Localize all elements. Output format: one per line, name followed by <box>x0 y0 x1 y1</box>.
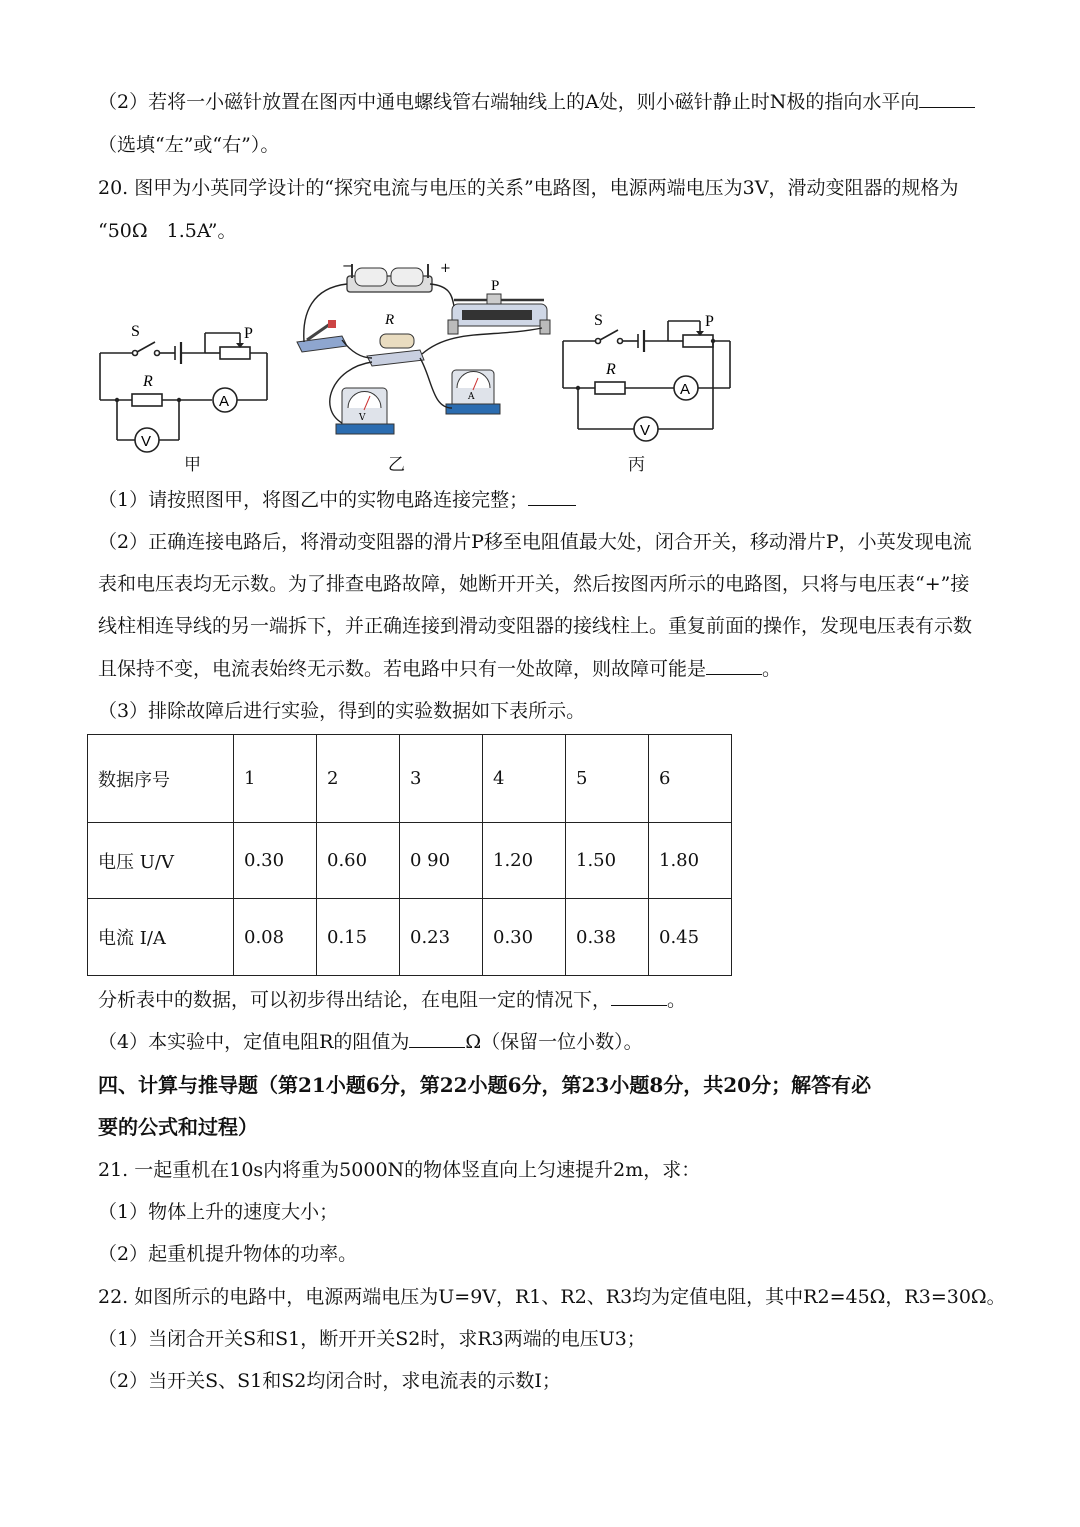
q20-part2-line1: （2）正确连接电路后，将滑动变阻器的滑片P移至电阻值最大处，闭合开关，移动滑片P，小英发现电流 <box>98 531 972 553</box>
table-cell: 0.60 <box>317 823 400 899</box>
figure-caption-yi: 乙 <box>388 455 405 475</box>
q20-part2-line4: 且保持不变，电流表始终无示数。若电路中只有一处故障，则故障可能是 。 <box>98 658 782 680</box>
label-r-physical: R <box>385 312 395 328</box>
label-switch-s: S <box>131 323 140 340</box>
label-minus: − <box>342 259 353 274</box>
table-cell: 4 <box>483 735 566 823</box>
figure-caption-bing: 丙 <box>628 455 645 475</box>
section-heading-line1: 四、计算与推导题（第21小题6分，第22小题6分，第23小题8分，共20分；解答有必 <box>98 1073 872 1097</box>
experiment-data-table <box>87 734 732 976</box>
table-cell: 1.20 <box>483 823 566 899</box>
apparatus-picture-yi <box>292 258 557 448</box>
q21-stem: 21. 一起重机在10s内将重为5000N的物体竖直向上匀速提升2m，求： <box>98 1159 701 1181</box>
q20-part4: （4）本实验中，定值电阻R的阻值为 Ω（保留一位小数）。 <box>98 1031 643 1053</box>
table-cell: 1 <box>234 735 317 823</box>
table-cell: 5 <box>566 735 649 823</box>
table-cell: 0.30 <box>483 899 566 976</box>
q21-part1: （1）物体上升的速度大小； <box>98 1201 339 1223</box>
table-cell: 6 <box>649 735 732 823</box>
circuit-diagram-jia <box>95 318 275 458</box>
q20-stem-line2: “50Ω 1.5A”。 <box>98 220 237 242</box>
table-cell: 0.08 <box>234 899 317 976</box>
section-heading-line2: 要的公式和过程） <box>98 1115 258 1139</box>
answer-blank[interactable] <box>919 89 975 108</box>
answer-blank[interactable] <box>706 656 762 675</box>
q22-part2: （2）当开关S、S1和S2均闭合时，求电流表的示数I； <box>98 1370 561 1392</box>
label-resistor-r: R <box>143 373 153 390</box>
table-cell: 0 90 <box>400 823 483 899</box>
q20-analysis: 分析表中的数据，可以初步得出结论，在电阻一定的情况下， 。 <box>98 989 687 1011</box>
q20-part1: （1）请按照图甲，将图乙中的实物电路连接完整； <box>98 486 576 514</box>
table-cell: 0.15 <box>317 899 400 976</box>
voltmeter-icon: V <box>141 433 152 450</box>
table-cell: 3 <box>400 735 483 823</box>
q19-part2-line1: （2）若将一小磁针放置在图丙中通电螺线管右端轴线上的A处，则小磁针静止时N极的指向水平向 <box>98 88 975 116</box>
table-cell: 0.23 <box>400 899 483 976</box>
answer-blank[interactable] <box>409 1029 465 1048</box>
row-header: 电流 I/A <box>88 899 234 976</box>
answer-blank[interactable] <box>611 987 667 1006</box>
table-row-current <box>88 899 732 976</box>
rheostat-icon <box>448 294 550 334</box>
q22-part1: （1）当闭合开关S和S1，断开开关S2时，求R3两端的电压U3； <box>98 1328 646 1350</box>
label-switch-s-bing: S <box>594 312 603 329</box>
table-cell: 1.50 <box>566 823 649 899</box>
q19-part2-line2: （选填“左”或“右”）。 <box>98 134 280 156</box>
q20-part3: （3）排除故障后进行实验，得到的实验数据如下表所示。 <box>98 700 586 722</box>
label-plus: + <box>440 261 451 276</box>
ammeter-icon: A <box>219 393 230 410</box>
table-cell: 2 <box>317 735 400 823</box>
table-cell: 0.30 <box>234 823 317 899</box>
label-slider-p-bing: P <box>705 313 714 330</box>
circuit-diagram-bing <box>558 308 738 450</box>
q22-stem: 22. 如图所示的电路中，电源两端电压为U=9V，R1、R2、R3均为定值电阻，其中R2=45Ω，R3=30Ω。 <box>98 1286 1006 1308</box>
label-slider-p: P <box>244 325 253 342</box>
table-cell: 0.38 <box>566 899 649 976</box>
q20-part2-line3: 线柱相连导线的另一端拆下，并正确连接到滑动变阻器的接线柱上。重复前面的操作，发现电压表有示数 <box>98 615 973 637</box>
q20-stem-line1: 20. 图甲为小英同学设计的“探究电流与电压的关系”电路图，电源两端电压为3V，滑动变阻器的规格为 <box>98 177 959 199</box>
table-cell: 0.45 <box>649 899 732 976</box>
answer-blank[interactable] <box>528 487 576 506</box>
resistor-icon <box>367 334 424 366</box>
row-header: 数据序号 <box>88 735 234 823</box>
ammeter-icon-bing: A <box>680 381 691 398</box>
label-resistor-r-bing: R <box>606 361 616 378</box>
voltmeter-icon-bing: V <box>640 422 651 439</box>
label-v-physical: V <box>359 413 366 423</box>
q21-part2: （2）起重机提升物体的功率。 <box>98 1243 358 1265</box>
figure-caption-jia: 甲 <box>184 455 201 475</box>
label-p-physical: P <box>491 278 500 294</box>
voltmeter-device-icon <box>336 388 394 434</box>
table-cell: 1.80 <box>649 823 732 899</box>
battery-box-icon <box>347 264 432 292</box>
row-header: 电压 U/V <box>88 823 234 899</box>
table-row-voltage <box>88 823 732 899</box>
q20-part2-line2: 表和电压表均无示数。为了排查电路故障，她断开开关，然后按图丙所示的电路图，只将与电压表“+”接 <box>98 573 970 595</box>
label-a-physical: A <box>468 392 475 402</box>
table-row-index <box>88 735 732 823</box>
